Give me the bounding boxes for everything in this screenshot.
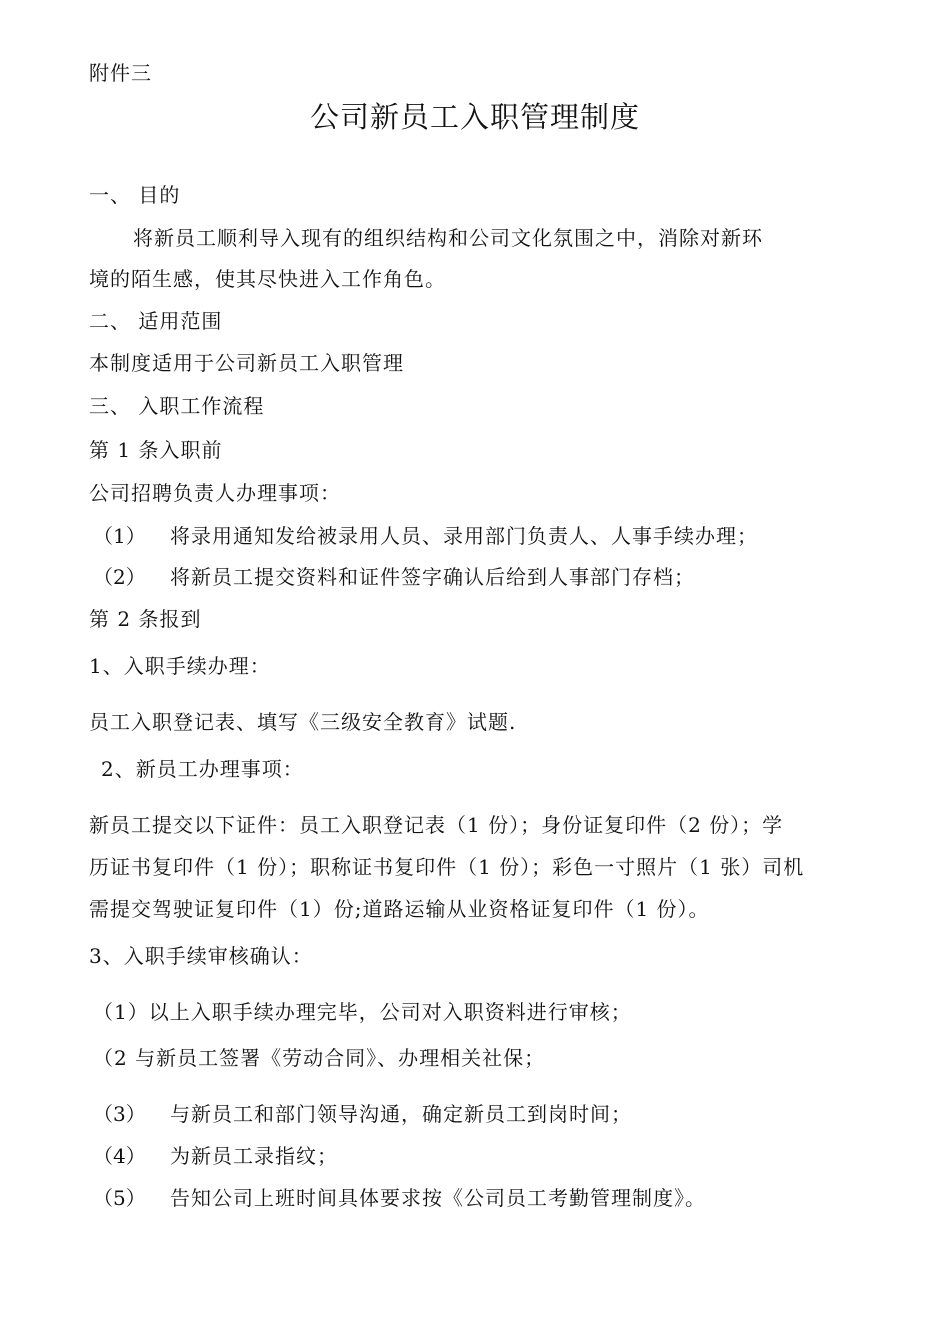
- article-1-subheading: 公司招聘负责人办理事项：: [89, 481, 341, 505]
- step-3-item-2: （2 与新员工签署《劳动合同》、办理相关社保；: [93, 1046, 546, 1070]
- step-3-item-4-number: （4）: [93, 1144, 146, 1168]
- purpose-paragraph-line-1: 将新员工顺利导入现有的组织结构和公司文化氛围之中，消除对新环: [133, 226, 763, 250]
- article-1-item-1-number: （1）: [93, 524, 146, 548]
- step-2-text-line-3: 需提交驾驶证复印件（1）份;道路运输从业资格证复印件（1 份）。: [89, 897, 710, 921]
- step-2-heading: 2、新员工办理事项：: [101, 757, 304, 781]
- step-3-item-5-number: （5）: [93, 1186, 146, 1210]
- article-1-heading: 第 1 条入职前: [89, 438, 223, 462]
- article-1-item-2-text: 将新员工提交资料和证件签字确认后给到人事部门存档；: [170, 565, 695, 589]
- step-3-item-3-number: （3）: [93, 1102, 146, 1126]
- step-3-item-5-text: 告知公司上班时间具体要求按《公司员工考勤管理制度》。: [170, 1186, 706, 1210]
- purpose-paragraph-line-2: 境的陌生感，使其尽快进入工作角色。: [89, 267, 446, 291]
- section-heading-process: 三、 入职工作流程: [89, 394, 265, 418]
- document-title: 公司新员工入职管理制度: [309, 100, 640, 134]
- article-2-heading: 第 2 条报到: [89, 607, 202, 631]
- step-2-text-line-2: 历证书复印件（1 份）；职称证书复印件（1 份）；彩色一寸照片（1 张）司机: [89, 855, 805, 879]
- section-heading-scope: 二、 适用范围: [89, 309, 223, 333]
- scope-text: 本制度适用于公司新员工入职管理: [89, 351, 404, 375]
- step-3-heading: 3、入职手续审核确认：: [89, 944, 313, 968]
- article-1-item-2-number: （2）: [93, 565, 146, 589]
- step-1-text: 员工入职登记表、填写《三级安全教育》试题.: [89, 710, 517, 734]
- article-1-item-1-text: 将录用通知发给被录用人员、录用部门负责人、人事手续办理；: [170, 524, 758, 548]
- section-heading-purpose: 一、 目的: [89, 183, 181, 207]
- step-3-item-3-text: 与新员工和部门领导沟通，确定新员工到岗时间；: [170, 1102, 632, 1126]
- step-3-item-4-text: 为新员工录指纹；: [170, 1144, 338, 1168]
- step-1-heading: 1、入职手续办理：: [89, 654, 271, 678]
- step-3-item-1: （1）以上入职手续办理完毕，公司对入职资料进行审核；: [93, 1000, 632, 1024]
- step-2-text-line-1: 新员工提交以下证件：员工入职登记表（1 份）；身份证复印件（2 份）；学: [89, 813, 784, 837]
- attachment-label: 附件三: [89, 61, 152, 85]
